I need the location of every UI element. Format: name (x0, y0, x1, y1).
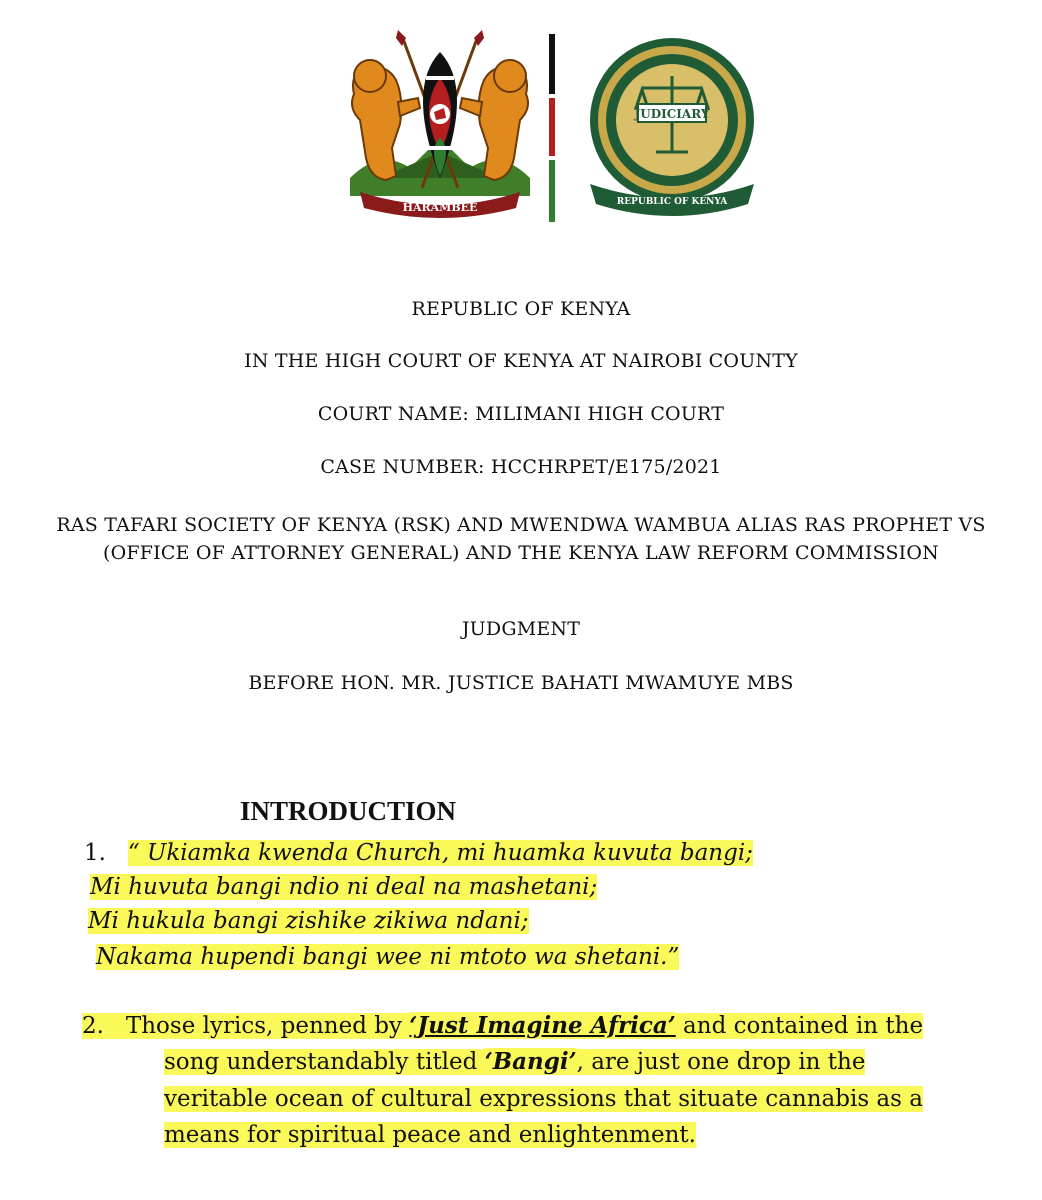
court-name-heading: COURT NAME: MILIMANI HIGH COURT (317, 403, 725, 425)
court-heading: IN THE HIGH COURT OF KENYA AT NAIROBI COUNTY (244, 350, 798, 372)
para1-lyric-2: Mi huvuta bangi ndio ni deal na mashetani; (90, 874, 598, 900)
para2-text-1b: and contained in the (675, 1013, 924, 1039)
header-logos (0, 0, 1042, 240)
kenya-coat-of-arms-logo (340, 28, 540, 224)
para2-line-1 (82, 1012, 923, 1039)
svg-text:REPUBLIC OF KENYA: REPUBLIC OF KENYA (616, 197, 728, 207)
para2-text-3: veritable ocean of cultural expressions that situate cannabis as a (164, 1086, 923, 1112)
para1-line-4 (96, 944, 679, 970)
para2-line-2 (164, 1048, 865, 1075)
case-number-heading: CASE NUMBER: HCCHRPET/E175/2021 (320, 456, 722, 478)
para1-line-2 (90, 874, 597, 900)
para1-line-3 (88, 908, 529, 934)
para2-text-1a: Those lyrics, penned by (125, 1013, 410, 1039)
divider-stripes (546, 34, 558, 222)
para1-lyric-1: “ Ukiamka kwenda Church, mi huamka kuvuta bangi; (127, 840, 753, 866)
para1-number: 1. (84, 840, 106, 866)
parties-heading-line-2: (OFFICE OF ATTORNEY GENERAL) AND THE KENYA LAW REFORM COMMISSION (103, 542, 939, 564)
parties-heading-line-1: RAS TAFARI SOCIETY OF KENYA (RSK) AND MWENDWA WAMBUA ALIAS RAS PROPHET VS (56, 514, 986, 536)
judgment-heading: JUDGMENT (461, 618, 581, 640)
para2-number: 2. (82, 1013, 104, 1039)
para2-text-4: means for spiritual peace and enlightenment. (164, 1122, 696, 1148)
para1-line-1 (84, 840, 753, 866)
para2-text-2a: song understandably titled (164, 1049, 485, 1075)
para2-line-3 (164, 1086, 923, 1112)
artist-name: ‘Just Imagine Africa’ (409, 1012, 676, 1039)
svg-text:HARAMBEE: HARAMBEE (402, 201, 478, 214)
para1-lyric-4: Nakama hupendi bangi wee ni mtoto wa shetani.” (96, 944, 680, 970)
song-title: ‘Bangi’ (484, 1048, 577, 1075)
introduction-title: INTRODUCTION (240, 796, 457, 826)
svg-text:JUDICIARY: JUDICIARY (634, 107, 710, 121)
judge-heading: BEFORE HON. MR. JUSTICE BAHATI MWAMUYE MBS (248, 672, 794, 694)
republic-heading: REPUBLIC OF KENYA (411, 298, 631, 320)
para2-line-4 (164, 1122, 696, 1148)
para1-lyric-3: Mi hukula bangi zishike zikiwa ndani; (88, 908, 529, 934)
para2-text-2b: , are just one drop in the (576, 1049, 866, 1075)
judiciary-seal-logo (580, 32, 764, 222)
